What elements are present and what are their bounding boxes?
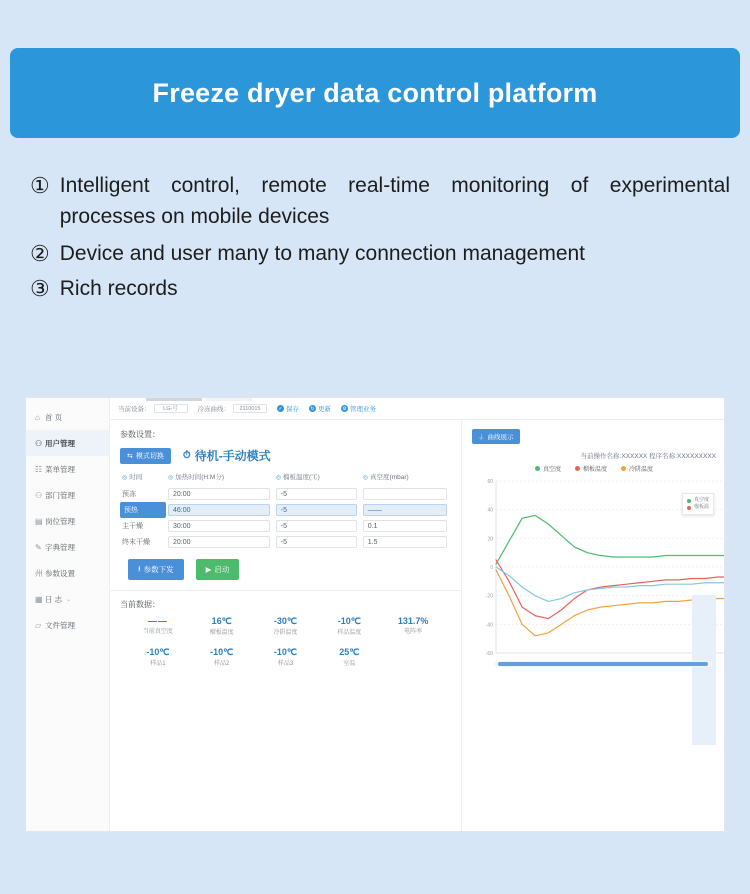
current-value: 131.7% [397,616,429,626]
device-value[interactable]: LG-号 [154,404,188,413]
home-icon: ⌂ [35,412,40,422]
table-row[interactable] [120,502,451,518]
save-button[interactable] [277,404,299,413]
current-label: 室温 [343,661,356,667]
shelf-temp-input[interactable]: -5 [276,488,357,500]
column-header-time: ◎ 时间 [122,474,143,481]
current-label: 榴板温度 [209,630,234,636]
sliders-icon: 州 [35,568,43,578]
svg-text:0: 0 [490,565,493,571]
current-value: 16℃ [211,616,232,626]
download-parameters-button[interactable] [128,559,184,580]
current-label: 样品温度 [337,630,362,636]
legend-item[interactable] [535,464,561,473]
sidebar-item-file-management[interactable] [26,612,109,638]
device-label: 当前设备： [118,406,151,413]
sidebar-item-department-management[interactable] [26,482,109,508]
svg-text:-40: -40 [485,622,493,629]
tooltip-label: 真空度 [693,497,709,503]
switch-icon: ⇆ [127,452,133,460]
current-value: -10℃ [210,647,234,657]
parameter-section-title: 参数设置： [120,430,160,439]
row-label: 预热 [120,502,166,518]
operator-info: 当前操作名称:XXXXXX 程序名称:XXXXXXXXX [580,453,716,460]
vacuum-input[interactable]: 1.5 [363,536,447,548]
save-label: 保存 [286,406,299,413]
log-icon: ▦ [35,594,43,604]
curve-display-label: 曲线展示 [487,434,514,441]
legend-label: 冷阱温度 [629,467,654,473]
heating-time-input[interactable]: 20:00 [168,488,270,500]
vacuum-input[interactable]: 0.1 [363,520,447,532]
current-data-cell [317,647,381,668]
column-header-heating-time: ◎ 加热时间(H:M分) [168,474,224,481]
sidebar-item-menu-management[interactable] [26,456,109,482]
sidebar-item-label: 日 志 [45,594,63,604]
heating-time-input[interactable]: 30:00 [168,520,270,532]
current-data-grid [120,616,451,668]
current-value: -10℃ [337,616,361,626]
sidebar-item-label: 字典管理 [45,542,75,552]
refresh-icon: ↻ [310,405,315,412]
sidebar [26,398,110,831]
shelf-temp-input[interactable]: -5 [276,504,357,516]
current-value: —— [147,616,168,626]
sidebar-item-label: 文件管理 [45,620,75,630]
list-item [30,170,730,232]
table-header-row [120,472,451,486]
inactive-tab-indicator [206,397,252,401]
legend-item[interactable] [575,464,607,473]
download-label: 参数下发 [143,565,174,574]
current-label: 当前真空度 [142,629,173,635]
tooltip-row [687,497,709,504]
sidebar-item-label: 首 页 [45,412,63,422]
current-data-cell [190,616,254,637]
svg-text:40: 40 [487,507,493,514]
start-label: 启动 [214,565,230,574]
shelf-temp-input[interactable]: -5 [276,520,357,532]
legend-label: 榴板温度 [582,467,607,473]
sidebar-item-position-management[interactable] [26,508,109,534]
current-value: -10℃ [146,647,170,657]
current-data-cell [317,616,381,637]
mode-switch-label: 模式切换 [135,452,164,460]
grid-icon: ▤ [35,516,43,526]
row-label: 主干燥 [122,523,143,530]
table-row[interactable] [120,534,451,550]
vacuum-input[interactable] [363,488,447,500]
current-value: -10℃ [273,647,298,657]
list-item-number: ① [30,173,50,198]
parameter-panel [110,420,462,831]
gear-icon: ⚙ [342,405,347,412]
main-content [110,398,724,831]
app-screenshot [25,397,725,832]
row-label: 预冻 [122,491,136,498]
chart-legend [472,464,716,473]
shelf-temp-input[interactable]: -5 [276,536,357,548]
mode-state-label: 待机-手动模式 [194,449,271,463]
list-item [30,273,730,304]
divider [110,590,461,591]
pencil-icon: ✎ [35,542,42,552]
tooltip-row [687,504,709,511]
feature-list [30,170,730,308]
refresh-button[interactable] [309,404,331,413]
sidebar-item-logs[interactable] [26,586,109,612]
chart-scrollbar[interactable] [494,661,712,667]
current-value: -30℃ [273,616,298,626]
current-data-cell [381,616,445,637]
column-header-vacuum: ◎ 真空度(mbar) [362,474,409,481]
sidebar-item-label: 部门管理 [45,490,75,500]
device-selector[interactable] [118,404,188,413]
download-icon: ⭳ [138,564,141,573]
page-title: Freeze dryer data control platform [152,77,598,108]
page-banner [10,48,740,138]
sidebar-item-label: 参数设置 [45,568,75,578]
legend-swatch-icon [621,466,626,471]
current-data-cell [190,647,254,668]
play-icon: ▶ [205,565,212,574]
list-item-number: ② [30,241,50,266]
org-icon: ⚇ [35,490,43,500]
list-item-number: ③ [30,276,50,301]
current-label: 冷阱温度 [273,630,298,636]
list-item [30,238,730,269]
current-data-cell [126,616,190,637]
current-data-cell [254,647,318,668]
current-label: 样品1 [150,661,166,667]
sidebar-item-label: 岗位管理 [45,516,75,526]
manage-label: 管理业务 [350,406,376,413]
svg-text:-20: -20 [485,593,493,600]
list-item-label: Intelligent control, remote real-time monitoring of experimental processes on mobile devices [59,174,730,228]
sidebar-item-dictionary-management[interactable] [26,534,109,560]
legend-swatch-icon [575,466,580,471]
sidebar-item-label: 用户管理 [45,438,75,448]
parameter-table [120,472,451,550]
sidebar-item-label: 菜单管理 [45,464,75,474]
heating-time-input[interactable]: 20:00 [168,536,270,548]
table-row[interactable] [120,518,451,534]
current-data-cell [254,616,318,637]
legend-item[interactable] [621,464,653,473]
line-chart[interactable] [472,475,716,683]
column-header-shelf-temp: ◎ 榴板温度(℃) [275,474,320,481]
program-selector[interactable] [198,404,268,413]
active-tab-indicator [146,397,202,401]
sidebar-item-home[interactable] [26,404,109,430]
heating-time-input[interactable]: 46:00 [168,504,270,516]
toolbar [110,398,724,420]
current-data-cell [126,647,190,668]
list-item-label: Rich records [59,277,178,300]
chevron-down-icon: ⌄ [66,596,72,603]
tooltip-label: 榴板温 [693,504,709,510]
current-value: 25℃ [339,647,360,657]
legend-label: 真空度 [542,467,561,473]
user-icon: ⚇ [35,438,43,448]
curve-display-button[interactable] [472,429,520,444]
mode-switch-button[interactable] [120,448,171,464]
vacuum-input[interactable]: —— [363,504,447,516]
current-label: 电阵率 [404,629,423,635]
current-label: 样品3 [277,661,294,667]
menu-icon: ☷ [35,464,43,474]
sidebar-item-parameter-settings[interactable] [26,560,109,586]
legend-swatch-icon [535,466,540,471]
chart-scrollbar-thumb[interactable] [498,662,707,666]
program-value[interactable]: 2110015 [233,404,267,413]
refresh-label: 更新 [318,406,331,413]
program-label: 冷冻曲线： [197,406,230,413]
tooltip-swatch-icon [687,506,691,510]
sidebar-item-user-management[interactable] [26,430,109,456]
current-data-title: 当前数据： [120,600,160,609]
chart-tooltip [682,493,714,515]
tooltip-swatch-icon [687,499,691,503]
folder-icon: ▱ [35,620,42,630]
list-item-label: Device and user many to many connection management [59,242,586,265]
svg-text:60: 60 [487,479,493,485]
manage-button[interactable] [341,404,376,413]
chart-right-overlay [692,595,716,745]
clock-icon: ⏱ [182,450,191,461]
save-icon: ✓ [278,405,283,412]
status-badge [183,447,271,464]
svg-text:20: 20 [487,536,493,543]
current-label: 样品2 [214,661,230,667]
row-label: 终末干燥 [122,539,150,546]
start-button[interactable] [196,559,240,580]
svg-text:-60: -60 [485,651,493,657]
table-row[interactable] [120,486,451,502]
chart-panel [462,420,724,831]
chart-icon: ⏚ [478,434,485,441]
